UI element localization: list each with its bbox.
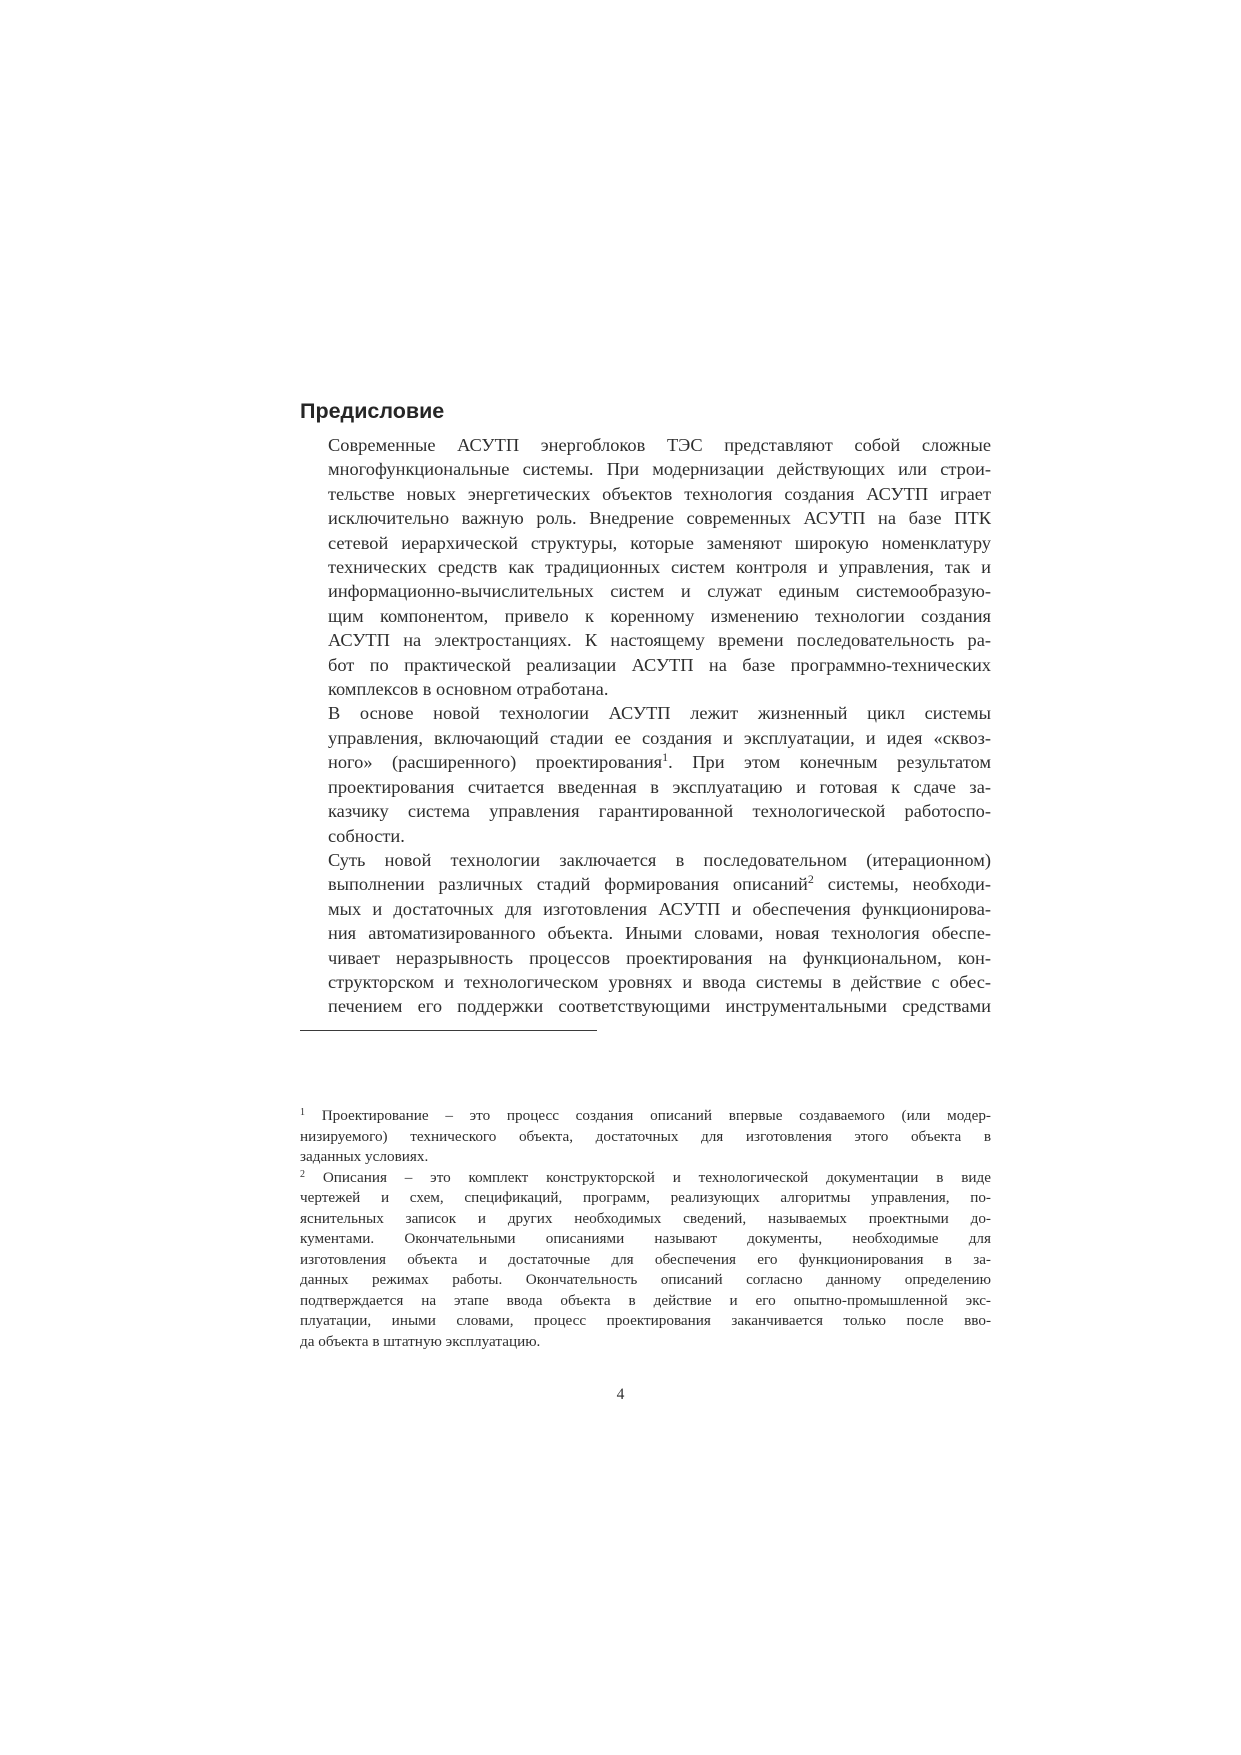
- text-line: технических средств как традиционных систем контроля и управления, так и: [328, 557, 991, 578]
- text-line: сетевой иерархической структуры, которые заменяют широкую номенклатуру: [328, 532, 991, 553]
- paragraph-3: [300, 848, 991, 1019]
- footnote-2: [300, 1168, 991, 1353]
- body-text: [300, 433, 991, 1019]
- footnote-marker: 2: [300, 1168, 305, 1180]
- footnote-1: [300, 1106, 991, 1168]
- text-line: структорском и технологическом уровнях и ввода системы в действие с обес-: [328, 971, 991, 992]
- text-line: многофункциональные системы. При модернизации действующих или строи-: [328, 459, 991, 480]
- footnote-marker: 1: [300, 1107, 305, 1118]
- text-line: проектирования считается введенная в эксплуатацию и готовая к сдаче за-: [328, 776, 991, 797]
- text-line: печением его поддержки соответствующими инструментальными средствами: [328, 996, 991, 1017]
- footnote-line: плуатации, иными словами, процесс проектирования заканчивается только после вво-: [300, 1312, 991, 1329]
- text-line: АСУТП на электростанциях. К настоящему времени последовательность ра-: [328, 630, 991, 651]
- text-line: бот по практической реализации АСУТП на базе программно-технических: [328, 654, 991, 675]
- text-fragment: Описания – это комплект конструкторской и технологической документации в виде: [305, 1168, 991, 1186]
- text-fragment: Проектирование – это процесс создания описаний впервые создаваемого (или модер-: [305, 1107, 991, 1124]
- footnote-line: низируемого) технического объекта, достаточных для изготовления этого объекта в: [300, 1127, 991, 1145]
- footnote-ref-1[interactable]: 1: [662, 750, 669, 765]
- text-line-with-footnote-ref: [300, 750, 991, 774]
- text-line: щим компонентом, привело к коренному изменению технологии создания: [328, 605, 991, 626]
- text-line: ния автоматизированного объекта. Иными словами, новая технология обеспе-: [328, 923, 991, 944]
- paragraph-1: [300, 433, 991, 701]
- footnote-line: подтверждается на этапе ввода объекта в действие и его опытно-промышленной экс-: [300, 1291, 991, 1309]
- footnote-line: [300, 1168, 991, 1189]
- footnotes: [300, 1106, 991, 1352]
- footnote-line: кументами. Окончательными описаниями называют документы, необходимые для: [300, 1230, 991, 1247]
- footnote-line: данных режимах работы. Окончательность описаний согласно данному определению: [300, 1271, 991, 1288]
- text-line-with-footnote-ref: [300, 872, 991, 896]
- text-fragment: ного» (расширенного) проектирования: [328, 752, 663, 773]
- text-line: комплексов в основном отработана.: [328, 679, 609, 700]
- footnote-separator: [300, 1030, 597, 1031]
- section-heading: Предисловие: [300, 399, 445, 423]
- paragraph-2: [300, 701, 991, 847]
- text-line: В основе новой технологии АСУТП лежит жизненный цикл системы: [328, 703, 991, 724]
- footnote-line: яснительных записок и других необходимых сведений, называемых проектными до-: [300, 1209, 991, 1227]
- footnote-line: да объекта в штатную эксплуатацию.: [300, 1332, 541, 1350]
- text-line: казчику система управления гарантированной технологической работоспо-: [328, 801, 991, 822]
- text-line: чивает неразрывность процессов проектирования на функциональном, кон-: [328, 947, 991, 968]
- footnote-line: заданных условиях.: [300, 1148, 429, 1165]
- footnote-line: изготовления объекта и достаточные для обеспечения его функционирования в за-: [300, 1250, 991, 1268]
- text-line: тельстве новых энергетических объектов технология создания АСУТП играет: [328, 483, 991, 504]
- text-line: мых и достаточных для изготовления АСУТП и обеспечения функционирова-: [328, 898, 991, 919]
- text-line: управления, включающий стадии ее создания и эксплуатации, и идея «сквоз-: [328, 727, 991, 748]
- footnote-ref-2[interactable]: 2: [807, 872, 814, 887]
- text-line: Суть новой технологии заключается в последовательном (итерационном): [328, 849, 991, 870]
- footnote-line: [300, 1106, 991, 1127]
- page-number: 4: [616, 1386, 625, 1403]
- text-line: Современные АСУТП энергоблоков ТЭС представляют собой сложные: [328, 435, 991, 455]
- text-line: исключительно важную роль. Внедрение современных АСУТП на базе ПТК: [328, 508, 991, 529]
- text-fragment: . При этом конечным результатом: [668, 752, 991, 773]
- text-fragment: системы, необходи-: [813, 874, 991, 895]
- text-line: информационно-вычислительных систем и служат единым системообразую-: [328, 581, 991, 602]
- footnote-line: чертежей и схем, спецификаций, программ, реализующих алгоритмы управления, по-: [300, 1189, 991, 1206]
- text-line: собности.: [328, 825, 405, 846]
- text-fragment: выполнении различных стадий формирования описаний: [328, 874, 808, 895]
